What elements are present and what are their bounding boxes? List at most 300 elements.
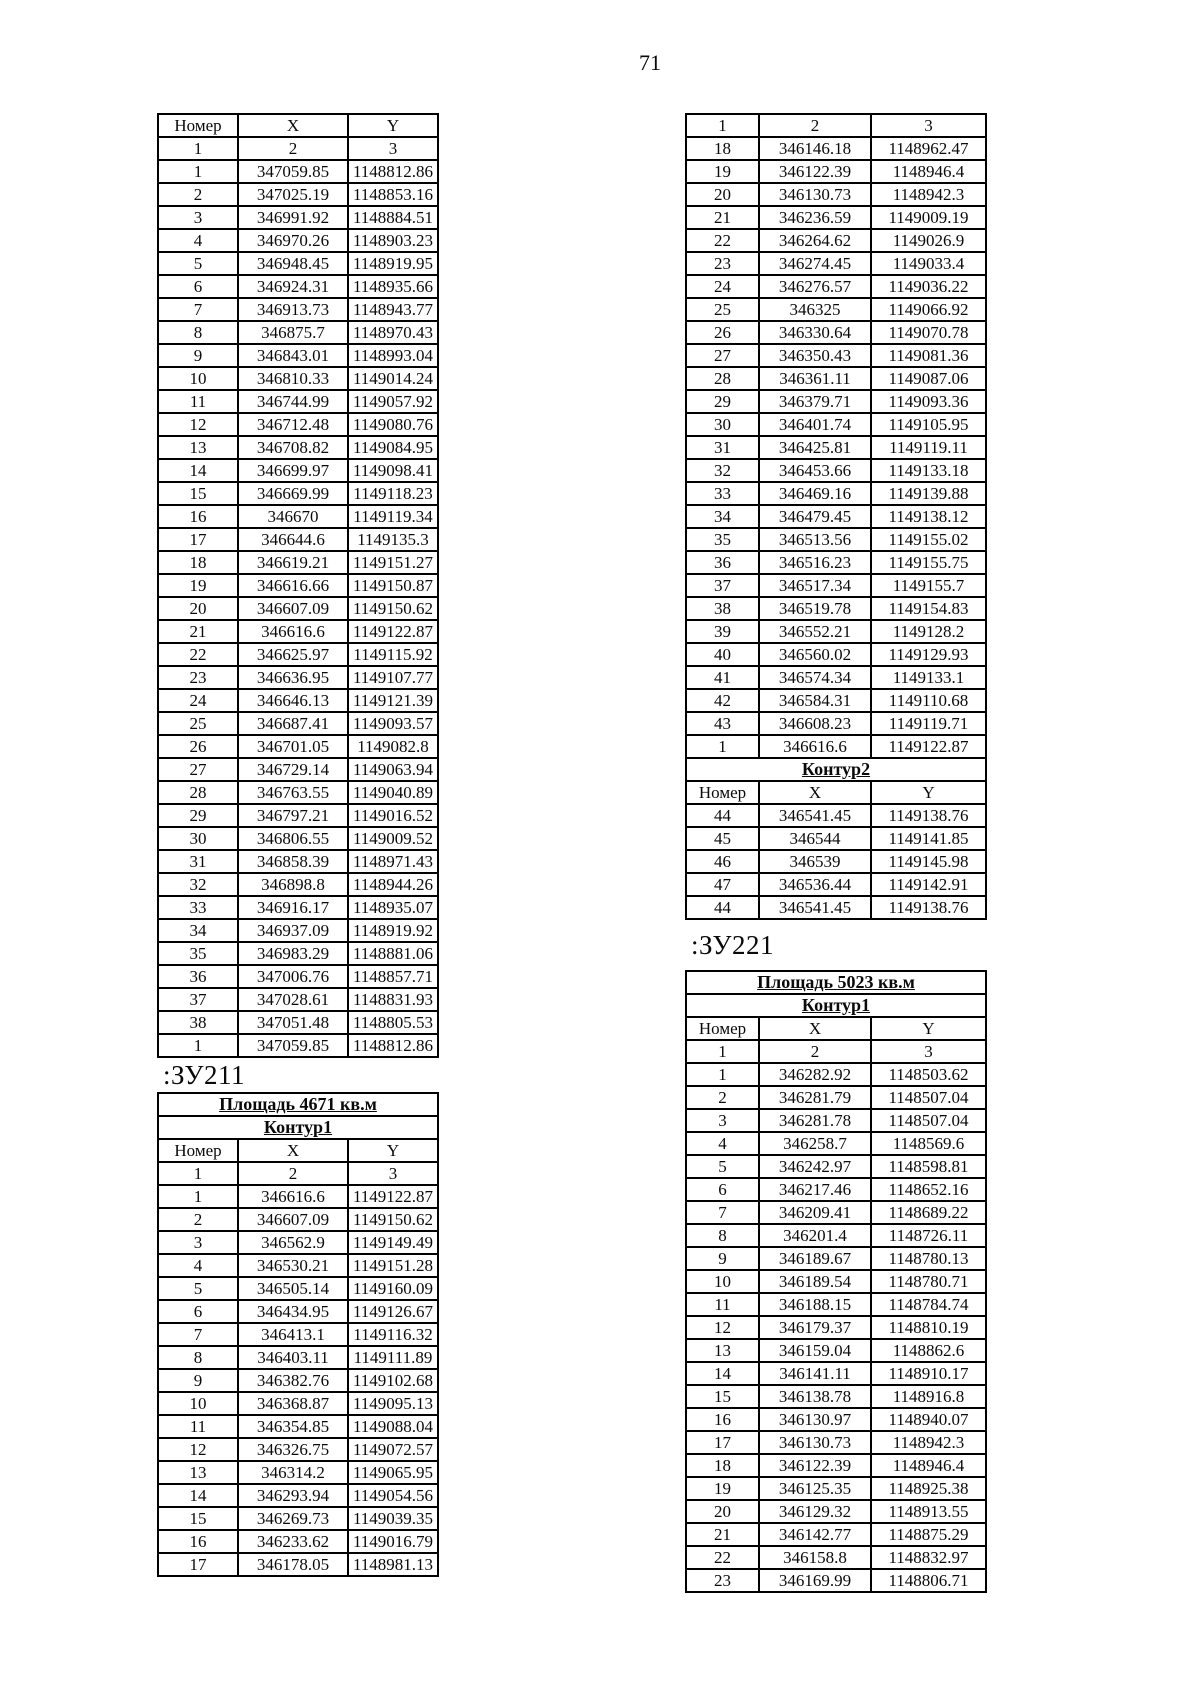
cell: 1148944.26 (348, 873, 438, 896)
cell: 5 (158, 252, 238, 275)
table-row (686, 1454, 986, 1477)
cell: 346282.92 (759, 1063, 871, 1086)
cell: 1149026.9 (871, 229, 986, 252)
column-index-row (158, 1162, 438, 1185)
cell: 46 (686, 850, 759, 873)
cell: 9 (158, 344, 238, 367)
table-row (158, 344, 438, 367)
table-row (158, 1484, 438, 1507)
cell: 1149135.3 (348, 528, 438, 551)
cell: 346712.48 (238, 413, 348, 436)
cell: 1149088.04 (348, 1415, 438, 1438)
table-row (686, 574, 986, 597)
column-header-cell: X (759, 1017, 871, 1040)
cell: 1149150.87 (348, 574, 438, 597)
table-row (158, 528, 438, 551)
cell: 346763.55 (238, 781, 348, 804)
cell: 1149111.89 (348, 1346, 438, 1369)
cell: 43 (686, 712, 759, 735)
section-title-row (686, 971, 986, 994)
cell: 1149066.92 (871, 298, 986, 321)
table-row (158, 689, 438, 712)
cell: 1 (158, 1034, 238, 1057)
table-row (158, 183, 438, 206)
cell: 20 (158, 597, 238, 620)
cell: 37 (158, 988, 238, 1011)
cell: 1148919.92 (348, 919, 438, 942)
cell: 13 (686, 1339, 759, 1362)
table-row (158, 367, 438, 390)
table-row (158, 1185, 438, 1208)
cell: 346584.31 (759, 689, 871, 712)
cell: 1 (686, 735, 759, 758)
cell: 1148919.95 (348, 252, 438, 275)
cell: 1149149.49 (348, 1231, 438, 1254)
table-row (158, 643, 438, 666)
table-row (686, 804, 986, 827)
cell: 31 (158, 850, 238, 873)
cell: 1149054.56 (348, 1484, 438, 1507)
column-index-cell: 3 (871, 114, 986, 137)
cell: 1149129.93 (871, 643, 986, 666)
cell: 37 (686, 574, 759, 597)
cell: 346264.62 (759, 229, 871, 252)
cell: 1148784.74 (871, 1293, 986, 1316)
cell: 35 (158, 942, 238, 965)
table-row (686, 1086, 986, 1109)
cell: 17 (158, 528, 238, 551)
cell: 347059.85 (238, 160, 348, 183)
cell: 1149150.62 (348, 597, 438, 620)
cell: 346138.78 (759, 1385, 871, 1408)
cell: 346644.6 (238, 528, 348, 551)
cell: 1149009.52 (348, 827, 438, 850)
cell: 346536.44 (759, 873, 871, 896)
cell: 1149110.68 (871, 689, 986, 712)
column-index-cell: 1 (686, 1040, 759, 1063)
table-row (686, 620, 986, 643)
table-row (686, 1270, 986, 1293)
table-row (158, 804, 438, 827)
cell: 3 (158, 206, 238, 229)
cell: 2 (686, 1086, 759, 1109)
cell: 346670 (238, 505, 348, 528)
table-row (686, 597, 986, 620)
cell: 1149105.95 (871, 413, 986, 436)
cell: 1148916.8 (871, 1385, 986, 1408)
cell: 346130.73 (759, 183, 871, 206)
coordinates-table-continuation-left (157, 113, 439, 1058)
cell: 6 (158, 275, 238, 298)
cell: 27 (158, 758, 238, 781)
section-title: Контур2 (686, 758, 986, 781)
cell: 346970.26 (238, 229, 348, 252)
cell: 1149138.76 (871, 804, 986, 827)
cell: 12 (158, 413, 238, 436)
cell: 346646.13 (238, 689, 348, 712)
cell: 1149119.34 (348, 505, 438, 528)
cell: 1149080.76 (348, 413, 438, 436)
cell: 1149063.94 (348, 758, 438, 781)
cell: 1149014.24 (348, 367, 438, 390)
cell: 346687.41 (238, 712, 348, 735)
column-index-cell: 2 (759, 1040, 871, 1063)
cell: 1148507.04 (871, 1109, 986, 1132)
table-row (158, 1300, 438, 1323)
cell: 1149070.78 (871, 321, 986, 344)
cell: 1149081.36 (871, 344, 986, 367)
cell: 1148780.13 (871, 1247, 986, 1270)
table-row (158, 1323, 438, 1346)
table-row (686, 137, 986, 160)
cell: 38 (158, 1011, 238, 1034)
cell: 14 (686, 1362, 759, 1385)
cell: 346217.46 (759, 1178, 871, 1201)
cell: 346189.54 (759, 1270, 871, 1293)
table-row (686, 344, 986, 367)
cell: 346701.05 (238, 735, 348, 758)
table-row (158, 1530, 438, 1553)
column-header-cell: Номер (686, 781, 759, 804)
table-row (686, 1063, 986, 1086)
cell: 1148726.11 (871, 1224, 986, 1247)
cell: 1148853.16 (348, 183, 438, 206)
table-row (158, 1277, 438, 1300)
table-row (686, 1569, 986, 1592)
cell: 1149084.95 (348, 436, 438, 459)
cell: 18 (158, 551, 238, 574)
cell: 346350.43 (759, 344, 871, 367)
table-row (686, 321, 986, 344)
table-row (158, 620, 438, 643)
column-index-cell: 1 (158, 137, 238, 160)
cell: 1148598.81 (871, 1155, 986, 1178)
cell: 346382.76 (238, 1369, 348, 1392)
cell: 14 (158, 459, 238, 482)
cell: 1149093.36 (871, 390, 986, 413)
cell: 3 (158, 1231, 238, 1254)
cell: 29 (686, 390, 759, 413)
cell: 346552.21 (759, 620, 871, 643)
cell: 1149072.57 (348, 1438, 438, 1461)
cell: 346608.23 (759, 712, 871, 735)
cell: 1149107.77 (348, 666, 438, 689)
cell: 1 (686, 1063, 759, 1086)
table-row (686, 183, 986, 206)
cell: 1149138.76 (871, 896, 986, 919)
table-row (158, 160, 438, 183)
cell: 346541.45 (759, 896, 871, 919)
table-row (158, 1034, 438, 1057)
cell: 346619.21 (238, 551, 348, 574)
column-header-cell: Y (871, 781, 986, 804)
cell: 1149009.19 (871, 206, 986, 229)
cell: 5 (686, 1155, 759, 1178)
cell: 2 (158, 183, 238, 206)
cell: 346916.17 (238, 896, 348, 919)
cell: 1149016.79 (348, 1530, 438, 1553)
table-row (158, 919, 438, 942)
cell: 346122.39 (759, 160, 871, 183)
cell: 26 (686, 321, 759, 344)
cell: 1149128.2 (871, 620, 986, 643)
cell: 1149119.11 (871, 436, 986, 459)
cell: 8 (158, 321, 238, 344)
cell: 22 (158, 643, 238, 666)
cell: 1148780.71 (871, 1270, 986, 1293)
cell: 23 (686, 252, 759, 275)
cell: 346625.97 (238, 643, 348, 666)
cell: 31 (686, 436, 759, 459)
cell: 1148652.16 (871, 1178, 986, 1201)
cell: 11 (158, 1415, 238, 1438)
column-header-cell: Номер (158, 1139, 238, 1162)
cell: 346276.57 (759, 275, 871, 298)
table-row (158, 275, 438, 298)
cell: 38 (686, 597, 759, 620)
table-row (158, 873, 438, 896)
cell: 7 (158, 1323, 238, 1346)
cell: 1149082.8 (348, 735, 438, 758)
cell: 44 (686, 804, 759, 827)
cell: 4 (158, 1254, 238, 1277)
cell: 346178.05 (238, 1553, 348, 1576)
table-row (686, 666, 986, 689)
section-title: Площадь 4671 кв.м (158, 1093, 438, 1116)
table-row (686, 1178, 986, 1201)
cell: 1148943.77 (348, 298, 438, 321)
table-row (158, 1392, 438, 1415)
column-index-cell: 3 (871, 1040, 986, 1063)
table-row (686, 206, 986, 229)
cell: 1 (158, 1185, 238, 1208)
table-row (686, 827, 986, 850)
cell: 1149118.23 (348, 482, 438, 505)
cell: 347025.19 (238, 183, 348, 206)
cell: 346516.23 (759, 551, 871, 574)
cell: 346479.45 (759, 505, 871, 528)
cell: 346130.73 (759, 1431, 871, 1454)
cell: 1149154.83 (871, 597, 986, 620)
cell: 1149155.7 (871, 574, 986, 597)
cell: 35 (686, 528, 759, 551)
cell: 1148970.43 (348, 321, 438, 344)
column-header-cell: X (238, 1139, 348, 1162)
cell: 1149145.98 (871, 850, 986, 873)
cell: 1149138.12 (871, 505, 986, 528)
cell: 11 (686, 1293, 759, 1316)
cell: 1149098.41 (348, 459, 438, 482)
cell: 346141.11 (759, 1362, 871, 1385)
cell: 347028.61 (238, 988, 348, 1011)
cell: 346159.04 (759, 1339, 871, 1362)
table-row (158, 298, 438, 321)
table-row (686, 712, 986, 735)
cell: 1149033.4 (871, 252, 986, 275)
cell: 18 (686, 137, 759, 160)
cell: 346188.15 (759, 1293, 871, 1316)
right-column (685, 113, 989, 1593)
cell: 346616.6 (238, 1185, 348, 1208)
table-row (686, 643, 986, 666)
cell: 34 (158, 919, 238, 942)
cell: 4 (686, 1132, 759, 1155)
section-title-row (158, 1116, 438, 1139)
cell: 1148913.55 (871, 1500, 986, 1523)
cell: 33 (158, 896, 238, 919)
cell: 346875.7 (238, 321, 348, 344)
cell: 21 (158, 620, 238, 643)
cell: 34 (686, 505, 759, 528)
table-row (158, 1553, 438, 1576)
cell: 346469.16 (759, 482, 871, 505)
table-row (158, 413, 438, 436)
cell: 1149155.02 (871, 528, 986, 551)
cell: 346797.21 (238, 804, 348, 827)
table-row (158, 965, 438, 988)
table-row (158, 482, 438, 505)
cell: 346325 (759, 298, 871, 321)
cell: 1149122.87 (871, 735, 986, 758)
page-number: 71 (639, 50, 661, 75)
cell: 1149142.91 (871, 873, 986, 896)
cell: 346281.78 (759, 1109, 871, 1132)
cell: 15 (158, 1507, 238, 1530)
table-row (686, 1339, 986, 1362)
cell: 1149116.32 (348, 1323, 438, 1346)
cell: 346530.21 (238, 1254, 348, 1277)
cell: 346517.34 (759, 574, 871, 597)
cell: 45 (686, 827, 759, 850)
cell: 346258.7 (759, 1132, 871, 1155)
cell: 346699.97 (238, 459, 348, 482)
cell: 1148971.43 (348, 850, 438, 873)
cell: 42 (686, 689, 759, 712)
section-title-row (686, 994, 986, 1017)
cell: 27 (686, 344, 759, 367)
cell: 346142.77 (759, 1523, 871, 1546)
column-index-cell: 3 (348, 137, 438, 160)
table-row (158, 1231, 438, 1254)
cell: 346434.95 (238, 1300, 348, 1323)
cell: 1149036.22 (871, 275, 986, 298)
cell: 15 (686, 1385, 759, 1408)
cell: 32 (686, 459, 759, 482)
column-index-cell: 1 (158, 1162, 238, 1185)
cell: 22 (686, 1546, 759, 1569)
table-row (686, 252, 986, 275)
cell: 7 (158, 298, 238, 321)
table-row (686, 1293, 986, 1316)
column-header-row (158, 1139, 438, 1162)
cell: 1149039.35 (348, 1507, 438, 1530)
cell: 346519.78 (759, 597, 871, 620)
cell: 24 (158, 689, 238, 712)
cell: 346233.62 (238, 1530, 348, 1553)
table-row (686, 896, 986, 919)
table-row (686, 850, 986, 873)
cell: 346326.75 (238, 1438, 348, 1461)
table-row (686, 1247, 986, 1270)
column-header-cell: X (238, 114, 348, 137)
column-header-row (686, 1017, 986, 1040)
cell: 1148805.53 (348, 1011, 438, 1034)
coordinates-table-zu221 (685, 970, 987, 1593)
table-row (686, 1500, 986, 1523)
cell: 4 (158, 229, 238, 252)
cell: 1149121.39 (348, 689, 438, 712)
table-row (686, 1385, 986, 1408)
table-row (686, 551, 986, 574)
table-row (158, 1011, 438, 1034)
table-row (158, 781, 438, 804)
cell: 24 (686, 275, 759, 298)
cell: 346560.02 (759, 643, 871, 666)
cell: 13 (158, 436, 238, 459)
table-row (686, 1316, 986, 1339)
cell: 346368.87 (238, 1392, 348, 1415)
cell: 346616.6 (759, 735, 871, 758)
table-row (686, 1477, 986, 1500)
cell: 8 (158, 1346, 238, 1369)
column-index-row (686, 114, 986, 137)
cell: 19 (686, 160, 759, 183)
cell: 346636.95 (238, 666, 348, 689)
cell: 16 (686, 1408, 759, 1431)
table-row (686, 1362, 986, 1385)
cell: 22 (686, 229, 759, 252)
table-row (686, 528, 986, 551)
table-row (158, 1254, 438, 1277)
column-header-cell: Y (348, 1139, 438, 1162)
cell: 1148832.97 (871, 1546, 986, 1569)
table-row (158, 850, 438, 873)
cell: 346242.97 (759, 1155, 871, 1178)
table-row (686, 689, 986, 712)
cell: 18 (686, 1454, 759, 1477)
table-row (686, 1224, 986, 1247)
cell: 1148569.6 (871, 1132, 986, 1155)
table-row (158, 551, 438, 574)
cell: 346924.31 (238, 275, 348, 298)
column-index-row (158, 137, 438, 160)
column-header-cell: Номер (158, 114, 238, 137)
table-row (158, 942, 438, 965)
cell: 1148946.4 (871, 1454, 986, 1477)
cell: 20 (686, 1500, 759, 1523)
table-row (686, 482, 986, 505)
cell: 36 (686, 551, 759, 574)
cell: 15 (158, 482, 238, 505)
cell: 1149016.52 (348, 804, 438, 827)
cell: 346314.2 (238, 1461, 348, 1484)
cell: 346729.14 (238, 758, 348, 781)
cell: 1148910.17 (871, 1362, 986, 1385)
cell: 1148903.23 (348, 229, 438, 252)
cell: 346898.8 (238, 873, 348, 896)
cell: 346806.55 (238, 827, 348, 850)
cell: 1148810.19 (871, 1316, 986, 1339)
cell: 1149115.92 (348, 643, 438, 666)
cell: 346179.37 (759, 1316, 871, 1339)
cell: 20 (686, 183, 759, 206)
table-row (158, 252, 438, 275)
cell: 9 (158, 1369, 238, 1392)
cell: 1149102.68 (348, 1369, 438, 1392)
cell: 12 (158, 1438, 238, 1461)
table-row (686, 1132, 986, 1155)
column-index-cell: 2 (759, 114, 871, 137)
